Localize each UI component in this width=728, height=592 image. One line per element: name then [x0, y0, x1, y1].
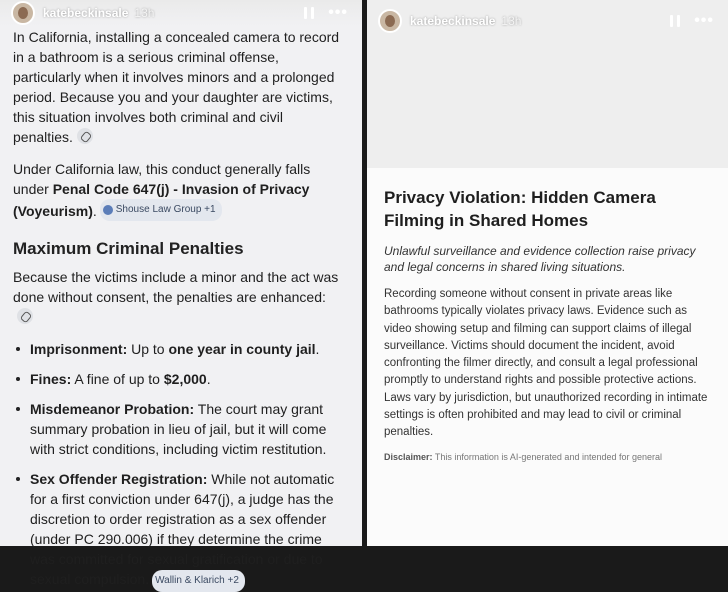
- timestamp: 13h: [501, 14, 522, 28]
- timestamp: 13h: [134, 6, 155, 20]
- link-icon[interactable]: [17, 308, 33, 324]
- article-body: Recording someone without consent in private areas like bathrooms typically violates privacy laws. Evidence such as video showing setup and filming can support claims of illegal surveillance. Victims should document the incident, avoid confronting the filmer directly, and consult a legal professional promptly to understand rights and possible protective actions. Laws vary by jurisdiction, but unauthorized recording in intimate settings is often prohibited and may lead to civil or criminal penalties.: [384, 288, 708, 439]
- pause-icon[interactable]: [670, 15, 680, 27]
- story-header: [367, 6, 728, 36]
- avatar[interactable]: [378, 9, 402, 33]
- section-heading: Maximum Criminal Penalties: [13, 239, 244, 258]
- penalties-list: [13, 339, 345, 592]
- source-icon: [103, 205, 113, 215]
- item-text: A fine of up to: [71, 371, 164, 387]
- bullet-icon: [16, 407, 20, 411]
- bullet-icon: [16, 477, 20, 481]
- item-label: Sex Offender Registration:: [30, 471, 208, 487]
- law-text-suffix: .: [92, 203, 97, 219]
- source-label: Shouse Law Group +1: [115, 204, 216, 215]
- username[interactable]: katebeckinsale: [410, 14, 496, 28]
- source-chip[interactable]: [100, 199, 222, 221]
- item-end: .: [315, 341, 320, 357]
- disclaimer-label: Disclaimer:: [384, 451, 433, 462]
- link-icon[interactable]: [77, 128, 93, 144]
- penalties-intro: [13, 267, 345, 327]
- law-paragraph: [13, 159, 345, 221]
- penalties-intro-text: Because the victims include a minor and the act was done without consent, the penalties are enhanced:: [13, 269, 339, 305]
- disclaimer: [384, 452, 711, 462]
- more-options-icon[interactable]: •••: [694, 12, 714, 29]
- item-text: While not automatic for a first conviction under 647(j), a judge has the discretion to order registration as a sex offender (under PC 290.006) if they determine the crime was committed for sexual gratification or due to sexual compulsion.: [30, 471, 335, 587]
- intro-paragraph: [13, 27, 345, 147]
- list-item: [13, 399, 345, 459]
- story-header: [0, 0, 362, 26]
- username[interactable]: katebeckinsale: [43, 6, 129, 20]
- ai-answer-content: [13, 27, 345, 592]
- item-bold: one year in county jail: [168, 341, 316, 357]
- avatar[interactable]: [11, 1, 35, 25]
- list-item: [13, 369, 345, 389]
- penal-code: Penal Code 647(j) - Invasion of Privacy (Voyeurism): [13, 181, 310, 219]
- item-end: .: [206, 371, 211, 387]
- more-options-icon[interactable]: •••: [328, 4, 348, 21]
- disclaimer-text: This information is AI-generated and intended for general: [432, 451, 663, 462]
- item-bold: $2,000: [163, 371, 207, 387]
- item-text: The court may grant summary probation in lieu of jail, but it will come with strict conditions, including victim restitution.: [30, 401, 327, 457]
- source-chip[interactable]: [152, 570, 245, 592]
- pause-icon[interactable]: [304, 7, 314, 19]
- item-label: Fines:: [30, 371, 72, 387]
- bullet-icon: [16, 377, 20, 381]
- bullet-icon: [16, 347, 20, 351]
- item-text: Up to: [127, 341, 169, 357]
- right-story-panel: [367, 0, 728, 546]
- source-label: Wallin & Klarich +2: [155, 575, 239, 586]
- list-item: [13, 469, 345, 592]
- intro-text: In California, installing a concealed camera to record in a bathroom is a serious criminal offense, particularly when it involves minors and a prolonged period. Because you and your daughter are victims, this situation involves both criminal and civil penalties.: [13, 29, 340, 145]
- article-subtitle: Unlawful surveillance and evidence collection raise privacy and legal concerns in shared living situations.: [384, 244, 696, 274]
- item-label: Misdemeanor Probation:: [30, 401, 195, 417]
- article-title: Privacy Violation: Hidden Camera Filming in Shared Homes: [384, 188, 656, 230]
- list-item: [13, 339, 345, 359]
- article-card: [367, 168, 728, 546]
- item-label: Imprisonment:: [30, 341, 128, 357]
- left-story-panel: [0, 0, 362, 587]
- law-text-prefix: Under California law, this conduct generally falls under: [13, 161, 311, 197]
